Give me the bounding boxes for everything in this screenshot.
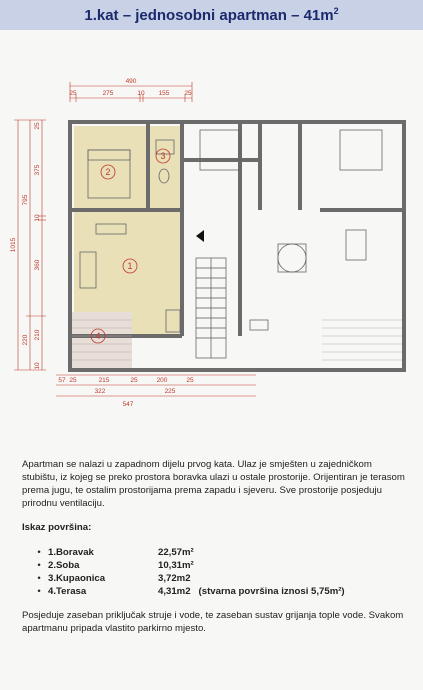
dim-bottom-4: 200 bbox=[156, 377, 168, 384]
floor-plan bbox=[0, 30, 423, 450]
page-header bbox=[0, 0, 423, 30]
terrace-fill bbox=[72, 312, 132, 370]
room-number-2: 2 bbox=[105, 167, 111, 177]
dim-left-4: 220 bbox=[22, 334, 29, 346]
dim-left-mid: 795 bbox=[22, 194, 29, 206]
page-title: 1.kat – jednosobni apartman – $41m^2$ bbox=[84, 6, 339, 24]
dim-bottom-sub-1: 225 bbox=[164, 388, 176, 395]
dim-bottom-2: 215 bbox=[98, 377, 110, 384]
description: Apartman se nalazi u zapadnom dijelu prvog kata. Ulaz je smješten u zajedničkom stubištu, iz kojeg se preko prostora boravka ulazi u ostale prostorije. Orijentiran je terasom prema jugu, te ostalim prostorijama prema zapadu i sjeveru. Sve prostorije posjeduju prirodnu ventilaciju. bbox=[22, 459, 405, 509]
dim-top-4: 25 bbox=[184, 90, 192, 97]
dim-top-total: 490 bbox=[125, 78, 137, 85]
dim-bottom-1: 25 bbox=[69, 377, 77, 384]
dim-top-2: 10 bbox=[137, 90, 145, 97]
dim-left-6: 10 bbox=[34, 362, 41, 370]
description-block bbox=[22, 458, 407, 646]
dim-left-2: 10 bbox=[34, 214, 41, 222]
room-number-3: 3 bbox=[160, 151, 166, 161]
dim-bottom-0: 57 bbox=[58, 377, 66, 384]
area-item: • 3.Kupaonica 3,72m2 bbox=[37, 573, 191, 584]
dim-bottom-5: 25 bbox=[186, 377, 194, 384]
dim-top-1: 275 bbox=[102, 90, 114, 97]
dim-bottom-3: 25 bbox=[130, 377, 138, 384]
dim-top-3: 155 bbox=[158, 90, 170, 97]
dim-top-0: 25 bbox=[69, 90, 77, 97]
dim-left-0: 25 bbox=[34, 122, 41, 130]
area-item: • 4.Terasa 4,31m2 (stvarna površina iznosi 5,75m²) bbox=[37, 586, 345, 597]
area-item: • 2.Soba 10,31m² bbox=[37, 560, 194, 571]
staircase bbox=[196, 258, 226, 358]
areas-list bbox=[22, 546, 407, 598]
room-number-4: 4 bbox=[95, 331, 101, 341]
dim-left-total: 1015 bbox=[10, 237, 17, 253]
dim-bottom-total: 547 bbox=[122, 401, 134, 408]
dim-bottom-sub-0: 322 bbox=[94, 388, 106, 395]
dim-left-5: 210 bbox=[34, 329, 41, 341]
areas-heading: Iskaz površina: bbox=[22, 522, 92, 533]
dim-left-3: 360 bbox=[34, 259, 41, 271]
entrance-arrow bbox=[196, 230, 204, 242]
footer-note: Posjeduje zaseban priključak struje i vode, te zaseban sustav grijanja tople vode. Svakom apartmanu pripada vlastito parkirno mjesto. bbox=[22, 610, 404, 634]
dim-left-1: 375 bbox=[34, 164, 41, 176]
room-number-1: 1 bbox=[127, 261, 133, 271]
area-item: • 1.Boravak 22,57m² bbox=[37, 547, 194, 558]
